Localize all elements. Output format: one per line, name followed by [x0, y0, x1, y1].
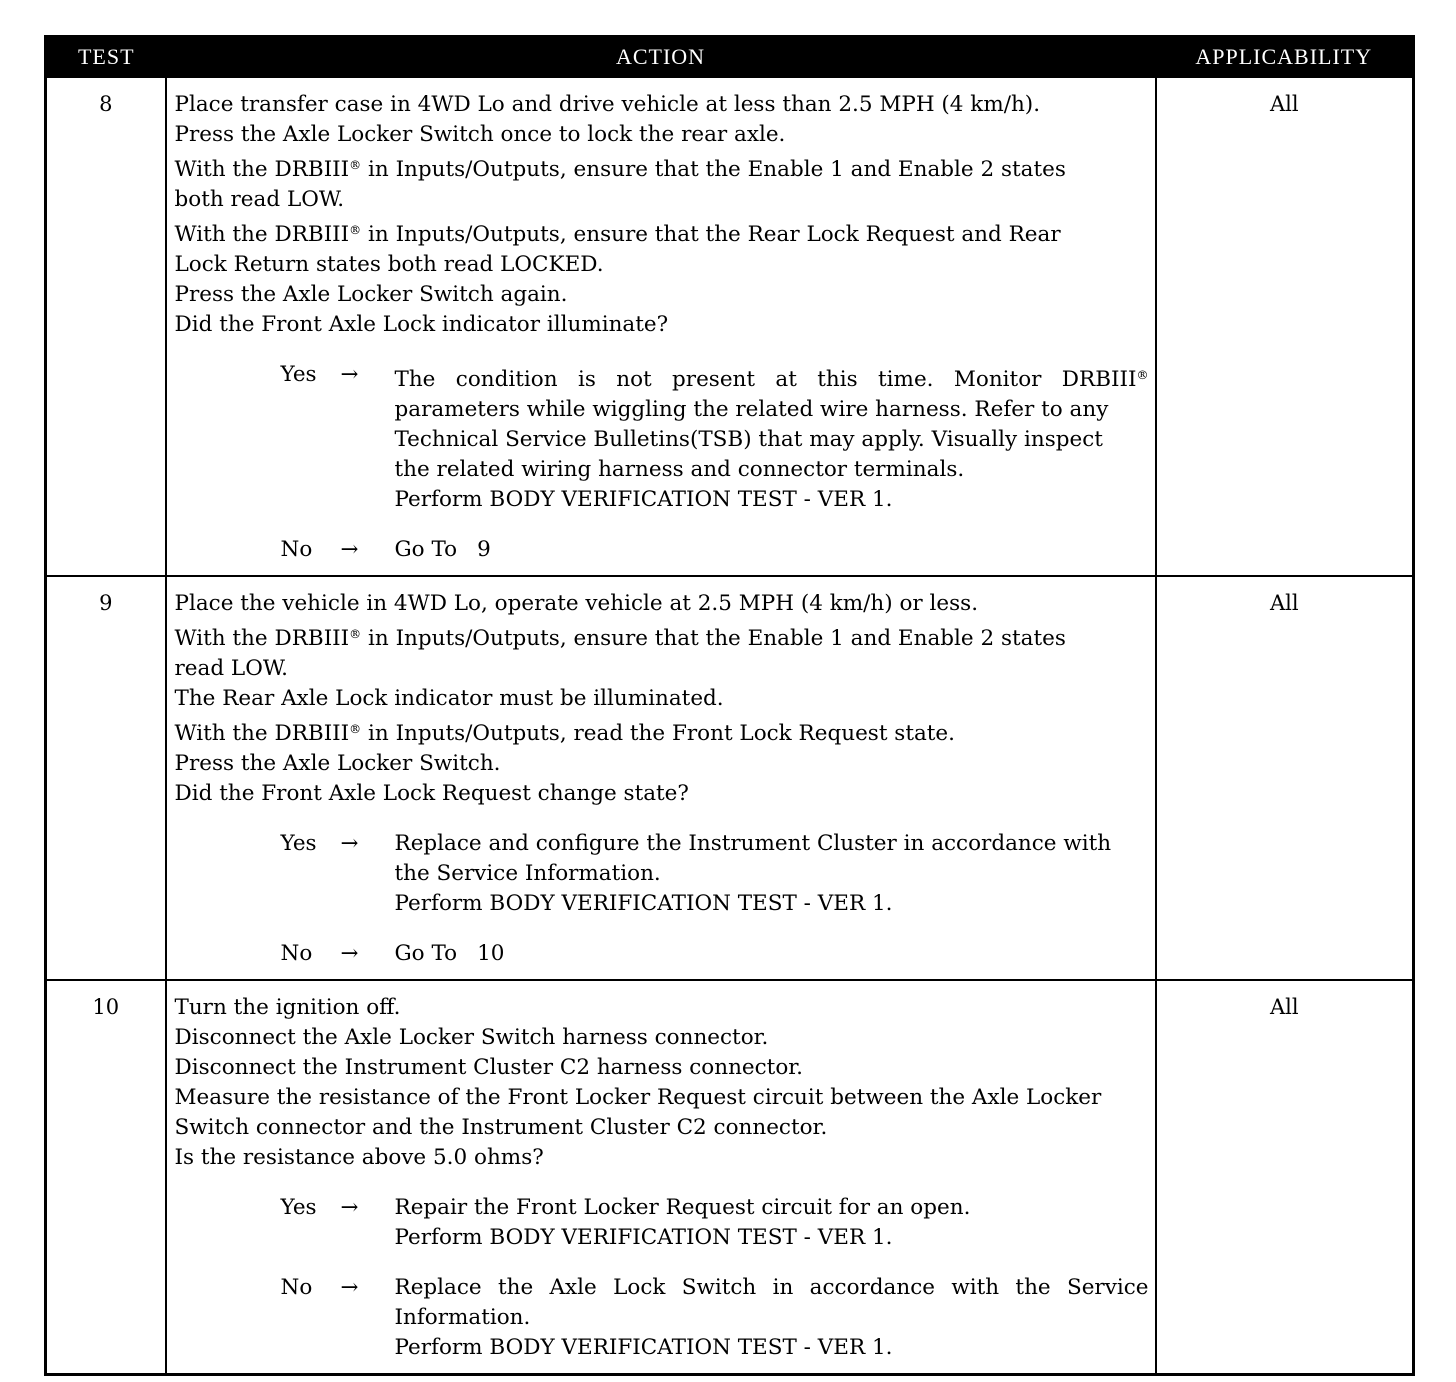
action-step: With the DRBIII® in Inputs/Outputs, read the Front Lock Request state. [174, 721, 955, 746]
yes-result [175, 360, 1149, 515]
action-step: Place the vehicle in 4WD Lo, operate vehicle at 2.5 MPH (4 km/h) or less. [174, 591, 979, 616]
diagnostic-test-table [44, 35, 1415, 1376]
instruction-line: Replace and configure the Instrument Cluster in accordance with [394, 831, 1112, 856]
goto-text: Go To [394, 537, 458, 562]
yes-label: Yes [280, 1195, 317, 1220]
test-number: 9 [46, 576, 166, 980]
action-cell [166, 576, 1156, 980]
instruction-line: parameters while wiggling the related wire harness. Refer to any [394, 397, 1109, 422]
yes-label: Yes [280, 831, 317, 856]
test-number: 8 [46, 77, 166, 576]
action-step: Switch connector and the Instrument Cluster C2 connector. [174, 1115, 828, 1140]
instruction-line: Perform BODY VERIFICATION TEST - VER 1. [394, 1225, 893, 1250]
action-step: Disconnect the Axle Locker Switch harness connector. [174, 1025, 769, 1050]
header-row [46, 37, 1414, 78]
applicability-value: All [1156, 77, 1414, 576]
action-step: Press the Axle Locker Switch once to lock the rear axle. [174, 122, 786, 147]
no-result [175, 535, 1149, 565]
table-row [46, 77, 1414, 576]
action-step: Did the Front Axle Lock Request change state? [174, 781, 689, 806]
table-row [46, 980, 1414, 1375]
action-step: Place transfer case in 4WD Lo and drive vehicle at less than 2.5 MPH (4 km/h). [174, 92, 1041, 117]
no-label: No [280, 941, 313, 966]
no-instructions [395, 939, 1149, 969]
applicability-value: All [1156, 980, 1414, 1375]
action-step: Press the Axle Locker Switch. [174, 751, 501, 776]
goto-target: 9 [477, 537, 491, 562]
right-arrow-icon: → [340, 537, 359, 562]
instruction-line: Repair the Front Locker Request circuit for an open. [394, 1195, 971, 1220]
no-label: No [280, 537, 313, 562]
no-instructions [395, 1273, 1149, 1363]
table-body [46, 77, 1414, 1375]
no-label: No [280, 1275, 313, 1300]
action-step: both read LOW. [174, 187, 345, 212]
instruction-line: the Service Information. [394, 861, 661, 886]
no-instructions [395, 535, 1149, 565]
yes-label: Yes [280, 362, 317, 387]
header-action: ACTION [166, 37, 1156, 78]
table-row [46, 576, 1414, 980]
action-step: Disconnect the Instrument Cluster C2 harness connector. [174, 1055, 804, 1080]
action-step: With the DRBIII® in Inputs/Outputs, ensure that the Rear Lock Request and Rear [174, 222, 1061, 247]
yes-result [175, 1193, 1149, 1253]
diagnostic-test-table-wrapper [44, 35, 1412, 1376]
action-step: With the DRBIII® in Inputs/Outputs, ensure that the Enable 1 and Enable 2 states [174, 157, 1066, 182]
goto-target: 10 [477, 941, 505, 966]
action-step: Is the resistance above 5.0 ohms? [174, 1145, 544, 1170]
action-cell [166, 77, 1156, 576]
action-step: Press the Axle Locker Switch again. [174, 282, 568, 307]
instruction-line: the related wiring harness and connector terminals. [394, 457, 965, 482]
action-step: Measure the resistance of the Front Locker Request circuit between the Axle Locker [174, 1085, 1102, 1110]
right-arrow-icon: → [340, 831, 359, 856]
action-step: With the DRBIII® in Inputs/Outputs, ensure that the Enable 1 and Enable 2 states [174, 626, 1066, 651]
instruction-line: Perform BODY VERIFICATION TEST - VER 1. [394, 487, 893, 512]
instruction-line: Information. [394, 1305, 531, 1330]
goto-text: Go To [394, 941, 458, 966]
no-result [175, 939, 1149, 969]
action-cell [166, 980, 1156, 1375]
action-step: read LOW. [174, 656, 288, 681]
no-result [175, 1273, 1149, 1363]
action-step: Did the Front Axle Lock indicator illuminate? [174, 312, 669, 337]
instruction-line: Perform BODY VERIFICATION TEST - VER 1. [394, 891, 893, 916]
instruction-line: Perform BODY VERIFICATION TEST - VER 1. [394, 1335, 893, 1360]
right-arrow-icon: → [340, 1275, 359, 1300]
right-arrow-icon: → [340, 1195, 359, 1220]
yes-instructions [395, 360, 1149, 515]
instruction-line: The condition is not present at this time. Monitor DRBIII® [394, 367, 1149, 392]
applicability-value: All [1156, 576, 1414, 980]
yes-instructions [395, 1193, 1149, 1253]
action-step: The Rear Axle Lock indicator must be illuminated. [174, 686, 724, 711]
instruction-line: Technical Service Bulletins(TSB) that may apply. Visually inspect [394, 427, 1103, 452]
right-arrow-icon: → [340, 362, 359, 387]
header-applicability: APPLICABILITY [1156, 37, 1414, 78]
table-header [46, 37, 1414, 78]
test-number: 10 [46, 980, 166, 1375]
action-step: Lock Return states both read LOCKED. [174, 252, 604, 277]
yes-result [175, 829, 1149, 919]
instruction-line: Replace the Axle Lock Switch in accordance with the Service [394, 1275, 1149, 1300]
right-arrow-icon: → [340, 941, 359, 966]
yes-instructions [395, 829, 1149, 919]
action-step: Turn the ignition off. [174, 995, 401, 1020]
header-test: TEST [46, 37, 166, 78]
